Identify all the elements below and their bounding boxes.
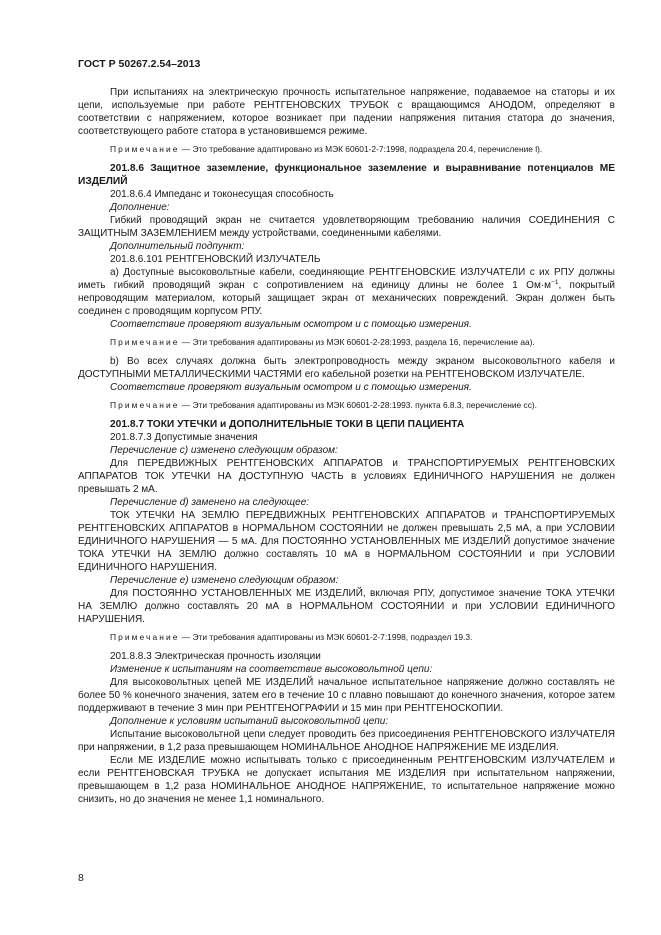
superscript: −1 — [551, 279, 559, 286]
compliance-note: Соответствие проверяют визуальным осмотром и с помощью измерения. — [110, 319, 472, 330]
note-label: Примечание — [110, 144, 180, 154]
subsection-heading: 201.8.6.101 РЕНТГЕНОВСКИЙ ИЗЛУЧАТЕЛЬ — [110, 254, 321, 265]
italic-label: Дополнительный подпункт: — [110, 241, 245, 252]
paragraph: Если МЕ ИЗДЕЛИЕ можно испытывать только с присоединенным РЕНТГЕНОВСКИМ ИЗЛУЧАТЕЛЕМ и если РЕНТГЕНОВСКАЯ ТРУБКА не допускает испытания МЕ ИЗДЕЛИЯ при испытательном напряжении, превышающем в 1,2 раза НОМИНАЛЬНОЕ АНОДНОЕ НАПРЯЖЕНИЕ, то испытательное напряжение можно снизить, но до значения не менее 1,1 номинального. — [78, 755, 615, 805]
italic-label: Дополнение: — [110, 202, 170, 213]
italic-label: Изменение к испытаниям на соответствие высоковольтной цепи: — [110, 664, 433, 675]
italic-label: Перечисление d) заменено на следующее: — [110, 497, 310, 508]
section-heading: 201.8.6 Защитное заземление, функциональное заземление и выравнивание потенциалов МЕ ИЗДЕЛИЙ — [78, 163, 615, 187]
paragraph — [78, 266, 615, 318]
text-run: а) Доступные высоковольтные кабели, соединяющие РЕНТГЕНОВСКИЕ ИЗЛУЧАТЕЛИ с их РПУ должны иметь гибкий проводящий экран с сопротивлением на единицу длины не более 1 Ом·м — [78, 267, 615, 291]
paragraph: Для ПОСТОЯННО УСТАНОВЛЕННЫХ МЕ ИЗДЕЛИЙ, включая РПУ, допустимое значение ТОКА УТЕЧКИ НА ЗЕМЛЮ должно составлять 20 мА в НОРМАЛЬНОМ СОСТОЯНИИ и при УСЛОВИИ ЕДИНИЧНОГО НАРУШЕНИЯ. — [78, 588, 615, 625]
note — [78, 632, 615, 643]
section-heading: 201.8.7 ТОКИ УТЕЧКИ и ДОПОЛНИТЕЛЬНЫЕ ТОКИ В ЦЕПИ ПАЦИЕНТА — [110, 419, 465, 430]
italic-label: Перечисление e) изменено следующим образом: — [110, 575, 339, 586]
standard-header: ГОСТ Р 50267.2.54–2013 — [78, 58, 201, 70]
subsection-heading: 201.8.7.3 Допустимые значения — [110, 432, 258, 443]
note-label: Примечание — [110, 400, 180, 410]
paragraph: Для высоковольтных цепей МЕ ИЗДЕЛИЙ начальное испытательное напряжение должно составлять не более 50 % конечного значения, затем его в течение 10 с плавно повышают до конечного значения, которое затем поддерживают в течение 3 мин при РЕНТГЕНОГРАФИИ и 15 мин при РЕНТГЕНОСКОПИИ. — [78, 677, 615, 714]
text-run: , покрытый непроводящим материалом, который защищает экран от механических повреждений. Экран должен быть соединен с проводящим корпусом РПУ. — [78, 280, 616, 317]
paragraph: При испытаниях на электрическую прочность испытательное напряжение, подаваемое на статоры и их цепи, используемые при работе РЕНТГЕНОВСКИХ ТРУБОК с вращающимся АНОДОМ, определяют в соответствии с напряжением, которое возникает при падении напряжения питания статора до значения, соответствующего работе статора в установившемся режиме. — [78, 87, 615, 137]
italic-label: Перечисление c) изменено следующим образом: — [110, 445, 338, 456]
note — [78, 337, 615, 348]
subsection-heading: 201.8.8.3 Электрическая прочность изоляции — [110, 651, 321, 662]
paragraph: Испытание высоковольтной цепи следует проводить без присоединения РЕНТГЕНОВСКОГО ИЗЛУЧАТЕЛЯ при напряжении, в 1,2 раза превышающем НОМИНАЛЬНОЕ АНОДНОЕ НАПРЯЖЕНИЕ МЕ ИЗДЕЛИЯ. — [78, 729, 615, 753]
note-label: Примечание — [110, 337, 180, 347]
paragraph: b) Во всех случаях должна быть электропроводность между экраном высоковольтного кабеля и ДОСТУПНЫМИ МЕТАЛЛИЧЕСКИМИ ЧАСТЯМИ его кабельной розетки на РЕНТГЕНОВСКОМ ИЗЛУЧАТЕЛЕ. — [78, 356, 615, 380]
note-text: — Эти требования адаптированы из МЭК 60601-2-28:1993, раздела 16, перечисление аа). — [179, 337, 535, 347]
compliance-note: Соответствие проверяют визуальным осмотром и с помощью измерения. — [110, 382, 472, 393]
note-text: — Эти требования адаптированы из МЭК 60601-2-7:1998, подраздел 19.3. — [179, 632, 473, 642]
italic-label: Дополнение к условиям испытаний высоковольтной цепи: — [110, 716, 389, 727]
paragraph: ТОК УТЕЧКИ НА ЗЕМЛЮ ПЕРЕДВИЖНЫХ РЕНТГЕНОВСКИХ АППАРАТОВ и ТРАНСПОРТИРУЕМЫХ РЕНТГЕНОВСКИХ АППАРАТОВ в НОРМАЛЬНОМ СОСТОЯНИИ не должен превышать 2,5 мА, а при УСЛОВИИ ЕДИНИЧНОГО НАРУШЕНИЯ — 5 мА. Для ПОСТОЯННО УСТАНОВЛЕННЫХ МЕ ИЗДЕЛИЙ допустимое значение ТОКА УТЕЧКИ НА ЗЕМЛЮ должно составлять 10 мА в НОРМАЛЬНОМ СОСТОЯНИИ и при УСЛОВИИ ЕДИНИЧНОГО НАРУШЕНИЯ. — [78, 510, 615, 573]
note-text: — Эти требования адаптированы из МЭК 60601-2-28:1993. пункта 6.8.3, перечисление cc). — [179, 400, 538, 410]
note-text: — Это требование адаптировано из МЭК 60601-2-7:1998, подраздела 20.4, перечисление l). — [179, 144, 543, 154]
note-label: Примечание — [110, 632, 180, 642]
page-number: 8 — [78, 872, 84, 884]
paragraph: Для ПЕРЕДВИЖНЫХ РЕНТГЕНОВСКИХ АППАРАТОВ и ТРАНСПОРТИРУЕМЫХ РЕНТГЕНОВСКИХ АППАРАТОВ ТОК УТЕЧКИ НА ДОСТУПНУЮ ЧАСТЬ в условиях ЕДИНИЧНОГО НАРУШЕНИЯ не должен превышать 2 мА. — [78, 458, 615, 495]
note — [78, 400, 615, 411]
note — [78, 144, 615, 155]
subsection-heading: 201.8.6.4 Импеданс и токонесущая способность — [110, 189, 334, 200]
paragraph: Гибкий проводящий экран не считается удовлетворяющим требованию наличия СОЕДИНЕНИЯ С ЗАЩИТНЫМ ЗАЗЕМЛЕНИЕМ между устройствами, соединенными кабелями. — [78, 215, 615, 239]
